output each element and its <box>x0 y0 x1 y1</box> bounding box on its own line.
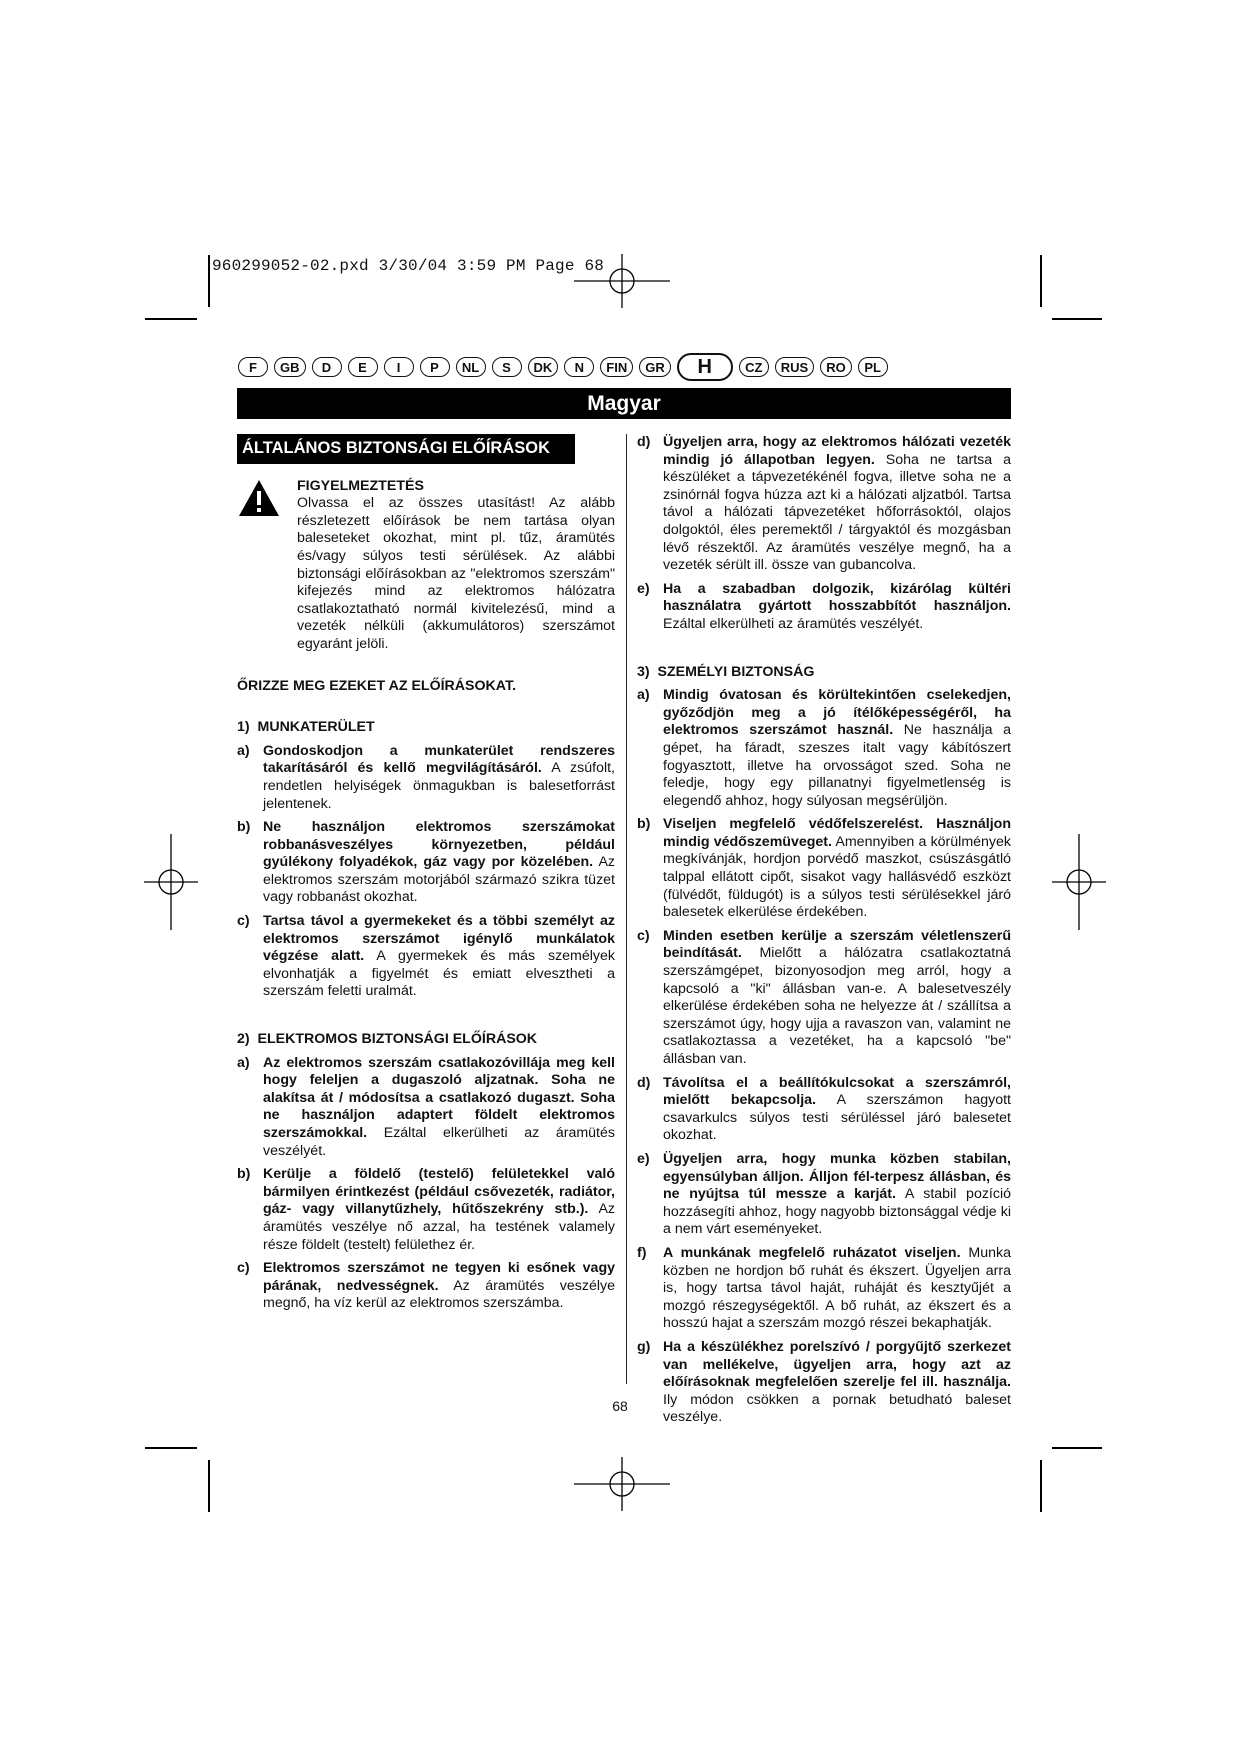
section-heading-personal-safety: 3) SZEMÉLYI BIZTONSÁG <box>637 663 815 680</box>
electrical-safety-list-continued <box>637 434 1011 634</box>
list-item <box>637 1339 1011 1427</box>
language-tab-d: D <box>312 357 342 377</box>
list-item <box>237 819 615 907</box>
crop-mark <box>145 318 197 320</box>
list-item-bold-text: Kerülje a földelő (testelő) felületekkel való bármilyen érintkezést (például csővezeték, radiátor, gáz- vagy villanytűzhely, hűtőszekrény stb.). <box>263 1166 615 1218</box>
list-item-plain-text: Az áramütés veszélye nő azzal, ha testének valamely része földelt (testelt) felülethez ér. <box>263 1201 615 1253</box>
language-tab-n: N <box>564 357 594 377</box>
list-item-label: a) <box>237 1054 250 1071</box>
list-item-label: a) <box>637 687 650 704</box>
list-item <box>637 434 1011 575</box>
list-item-bold-text: Tartsa távol a gyermekeket és a többi személyt az elektromos szerszámot igénylő munkálatok végzése alatt. <box>263 913 615 965</box>
registration-mark-left <box>140 834 202 930</box>
list-item-plain-text: Ezáltal elkerülheti az áramütés veszélyét. <box>263 1125 615 1159</box>
list-item-text <box>663 1245 1011 1333</box>
list-item-plain-text: Az elektromos szerszám motorjából származó szikra tüzet vagy robbanást okozhat. <box>263 854 615 906</box>
list-item-bold-text: Mindig óvatosan és körültekintően cselekedjen, győződjön meg a jó ítélőképességéről, ha elektromos szerszámot használ. <box>663 687 1011 739</box>
list-item-plain-text: Ily módon csökken a pornak betudható baleset veszélye. <box>663 1391 1011 1426</box>
list-item-label: c) <box>237 1260 250 1277</box>
list-item-plain-text: A gyermekek és más személyek elvonhatják a figyelmét és emiatt elvesztheti a szerszám feletti uralmát. <box>263 948 615 1000</box>
list-item-text <box>663 581 1011 634</box>
list-item-text <box>663 1075 1011 1145</box>
list-item-text <box>263 1166 615 1254</box>
list-item <box>237 1260 615 1313</box>
language-tab-e: E <box>348 357 378 377</box>
list-item-text <box>263 913 615 1001</box>
list-item-label: c) <box>637 927 650 944</box>
warning-heading: FIGYELMEZTETÉS <box>297 477 424 494</box>
list-item <box>237 1055 615 1161</box>
language-tab-gr: GR <box>639 357 671 377</box>
page-title: Magyar <box>587 391 661 415</box>
crop-mark <box>208 255 210 307</box>
section-heading-work-area: 1) MUNKATERÜLET <box>237 719 375 736</box>
list-item <box>237 913 615 1001</box>
registration-mark-bottom <box>574 1453 670 1515</box>
page-number: 68 <box>612 1398 628 1414</box>
language-tab-nl: NL <box>456 357 486 377</box>
list-item-bold-text: Ügyeljen arra, hogy az elektromos hálózati vezeték mindig jó állapotban legyen. <box>663 434 1011 468</box>
list-item-text <box>663 1151 1011 1239</box>
crop-mark <box>208 1460 210 1512</box>
language-tab-i: I <box>384 357 414 377</box>
list-item-text <box>663 816 1011 922</box>
list-item-bold-text: Az elektromos szerszám csatlakozóvillája meg kell hogy feleljen a dugaszoló aljzatnak. Soha ne alakítsa át / módosítsa a csatlakozó dugaszt. Soha ne használjon adaptert földelt elektromos szerszámokkal. <box>263 1054 615 1141</box>
list-item-plain-text: Ne használja a gépet, ha fáradt, szeszes italt vagy kábítószert fogyasztott, illetve ha orvosságot szed. Soha ne feledje, hogy egy pillanatnyi figyelmetlenség is elegendő ahhoz, hogy súlyosan megsérüljön. <box>663 722 1011 809</box>
registration-mark-right <box>1048 834 1110 930</box>
list-item-text <box>663 1339 1011 1427</box>
language-tabs <box>238 353 1010 381</box>
list-item-text <box>263 743 615 813</box>
language-tab-f: F <box>238 357 268 377</box>
language-tab-gb: GB <box>274 357 306 377</box>
print-slug: 960299052-02.pxd 3/30/04 3:59 PM Page 68 <box>212 257 605 275</box>
list-item-bold-text: Ha a szabadban dolgozik, kizárólag kültéri használatra gyártott hosszabbítót használjon. <box>663 580 1011 615</box>
keep-instructions: ŐRIZZE MEG EZEKET AZ ELŐÍRÁSOKAT. <box>237 677 517 694</box>
list-item-label: f) <box>637 1244 647 1261</box>
page-title-bar <box>237 388 1011 419</box>
list-item-text <box>663 928 1011 1069</box>
list-item <box>237 1166 615 1254</box>
list-item-plain-text: Soha ne tartsa a készüléket a tápvezetékénél fogva, illetve soha ne a zsinórnál fogva húzza azt ki a hálózati aljzatból. Tartsa távol a hálózati tápvezetéket hőforrásoktól, olajos dolgoktól, éles peremektől / tárgyaktól és mozgásban lévő részektől. Az áramütés veszélye megnő, ha a vezeték sérült ill. össze van gubancolva. <box>663 451 1011 574</box>
language-tab-ro: RO <box>820 357 852 377</box>
electrical-safety-list <box>237 1055 615 1313</box>
warning-text: Olvassa el az összes utasítást! Az alább részletezett előírások be nem tartása olyan baleseteket okozhat, mint pl. tűz, áramütés és/vagy súlyos testi sérülések. Az alábbi biztonsági előírásokban az "elektromos szerszám" kifejezés mind az elektromos hálózatra csatlakoztatható normál kivitelezésű, mind a vezeték nélküli (akkumulátoros) szerszámot egyaránt jelöli. <box>297 495 615 652</box>
list-item-bold-text: Távolítsa el a beállítókulcsokat a szerszámról, mielőtt bekapcsolja. <box>663 1074 1011 1109</box>
list-item-bold-text: Gondoskodjon a munkaterület rendszeres takarításáról és kellő megvilágításáról. <box>263 742 615 777</box>
list-item-text <box>263 1055 615 1161</box>
list-item-label: b) <box>237 819 251 836</box>
list-item-bold-text: A munkának megfelelő ruházatot viseljen. <box>663 1244 961 1261</box>
work-area-list <box>237 743 615 1001</box>
crop-mark <box>145 1447 197 1449</box>
column-divider <box>626 434 627 1384</box>
list-item-label: b) <box>237 1166 251 1183</box>
list-item-label: g) <box>637 1338 651 1355</box>
list-item-plain-text: A stabil pozíció hozzásegíti ahhoz, hogy nagyobb biztonsággal védje ki a nem várt eseményeket. <box>663 1186 1012 1238</box>
list-item <box>637 1151 1011 1239</box>
list-item-text <box>263 819 615 907</box>
crop-mark <box>1040 1460 1042 1512</box>
list-item-label: a) <box>237 742 250 759</box>
section-title: ÁLTALÁNOS BIZTONSÁGI ELŐÍRÁSOK <box>237 434 575 464</box>
list-item-text <box>663 687 1011 810</box>
section-heading-electrical-safety: 2) ELEKTROMOS BIZTONSÁGI ELŐÍRÁSOK <box>237 1031 538 1048</box>
language-tab-p: P <box>420 357 450 377</box>
language-tab-fin: FIN <box>600 357 633 377</box>
language-tab-dk: DK <box>528 357 559 377</box>
list-item <box>637 816 1011 922</box>
list-item-plain-text: Amennyiben a körülmények megkívánják, hordjon porvédő maszkot, csúszásgátló talppal ellátott cipőt, sisakot vagy hallásvédő eszközt (fülvédőt, füldugót) is a súlyos testi sérülésekkel járó balesetek elkerülése érdekében. <box>663 833 1011 921</box>
list-item-label: b) <box>637 816 651 833</box>
crop-mark <box>1052 1447 1102 1449</box>
list-item <box>637 687 1011 810</box>
list-item-label: e) <box>637 580 650 597</box>
warning-icon <box>237 478 283 654</box>
language-tab-s: S <box>492 357 522 377</box>
registration-mark-top <box>574 250 670 312</box>
list-item-plain-text: A szerszámon hagyott csavarkulcs súlyos testi sérüléssel járó balesetet okozhat. <box>663 1092 1011 1144</box>
list-item-plain-text: Az áramütés veszélye megnő, ha víz kerül az elektromos szerszámba. <box>263 1277 616 1312</box>
list-item <box>237 743 615 813</box>
list-item-plain-text: Mielőtt a hálózatra csatlakoztatná szerszámgépet, bizonyosodjon meg arról, hogy a kapcsoló a "ki" állásban van-e. A balesetveszély elkerülése érdekében soha ne helyezze át / szállítsa a szerszámot úgy, hogy ujja a ravaszon van, valamint ne csatlakoztassa a vezetéket, ha a kapcsoló "be" állásban van. <box>663 945 1011 1067</box>
list-item-plain-text: Ezáltal elkerülheti az áramütés veszélyét. <box>663 615 924 632</box>
list-item-bold-text: Ne használjon elektromos szerszámokat robbanásveszélyes környezetben, például gyúlékony folyadékok, gáz vagy por közelében. <box>263 819 615 871</box>
list-item-label: e) <box>637 1150 650 1167</box>
language-tab-cz: CZ <box>739 357 769 377</box>
list-item-text <box>263 1260 615 1313</box>
crop-mark <box>1040 255 1042 307</box>
list-item-bold-text: Ügyeljen arra, hogy munka közben stabilan, egyensúlyban álljon. Álljon fél-terpesz állásban, és ne nyújtsa túl messze a karját. <box>663 1150 1011 1203</box>
language-tab-rus: RUS <box>775 357 814 377</box>
list-item <box>637 1075 1011 1145</box>
list-item <box>637 581 1011 634</box>
list-item-plain-text: A zsúfolt, rendetlen helyiségek önmagukban is balesetforrást jelentenek. <box>263 760 615 812</box>
list-item-bold-text: Ha a készülékhez porelszívó / porgyűjtő szerkezet van mellékelve, ügyeljen arra, hogy azt az előírásoknak megfelelően szerelje fel ill. használja. <box>663 1338 1011 1391</box>
language-tab-pl: PL <box>858 357 888 377</box>
left-column <box>237 434 615 1319</box>
warning-block <box>237 478 615 654</box>
list-item-plain-text: Munka közben ne hordjon bő ruhát és ékszert. Ügyeljen arra is, hogy tartsa távol haját, ruháját és kesztyűjét a mozgó részegységektől. A bő ruhát, az ékszert és a hosszú hajat a szerszám mozgó részei bekaphatják. <box>663 1244 1011 1332</box>
list-item <box>637 1245 1011 1333</box>
personal-safety-list <box>637 687 1011 1427</box>
language-tab-h: H <box>677 353 733 381</box>
crop-mark <box>1052 318 1102 320</box>
list-item-label: d) <box>637 434 651 450</box>
list-item-bold-text: Viseljen megfelelő védőfelszerelést. Használjon mindig védőszemüveget. <box>663 816 1011 850</box>
list-item-text <box>663 434 1011 575</box>
list-item-bold-text: Elektromos szerszámot ne tegyen ki esőnek vagy párának, nedvességnek. <box>263 1260 615 1294</box>
list-item-label: c) <box>237 913 250 930</box>
list-item-label: d) <box>637 1074 651 1091</box>
list-item-bold-text: Minden esetben kerülje a szerszám véletlenszerű beindítását. <box>663 927 1011 962</box>
list-item <box>637 928 1011 1069</box>
right-column <box>637 434 1011 1433</box>
